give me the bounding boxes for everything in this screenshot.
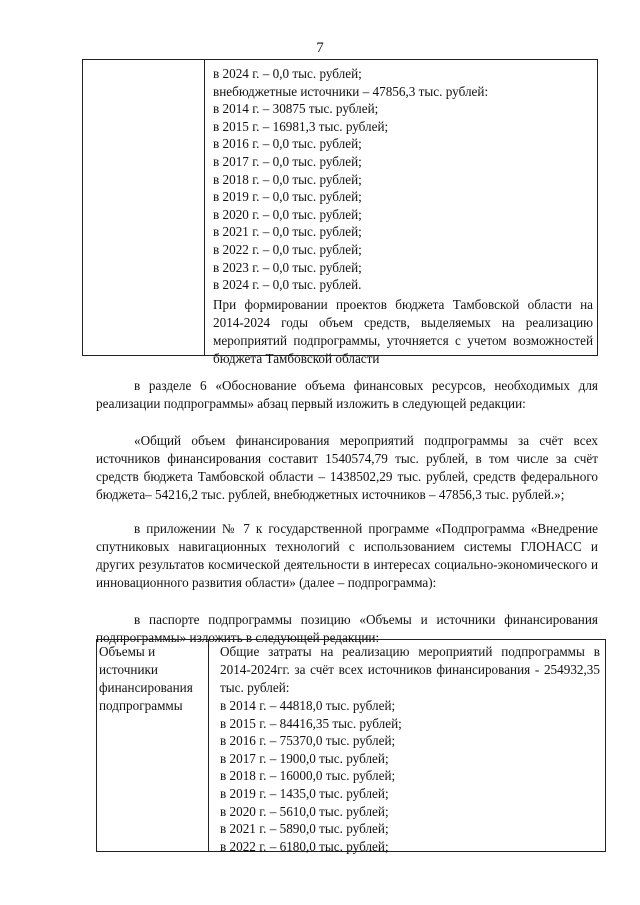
table-value-cell (213, 65, 593, 368)
table-line: в 2015 г. – 16981,3 тыс. рублей; (213, 118, 389, 134)
table-line: в 2018 г. – 16000,0 тыс. рублей; (220, 768, 396, 784)
table-line: в 2020 г. – 5610,0 тыс. рублей; (220, 803, 389, 819)
table-line: в 2019 г. – 0,0 тыс. рублей; (213, 189, 362, 205)
table-line: в 2020 г. – 0,0 тыс. рублей; (213, 206, 362, 222)
label-line: подпрограммы (99, 698, 183, 713)
table-label-cell (97, 640, 209, 851)
table-line: в 2021 г. – 0,0 тыс. рублей; (213, 224, 362, 240)
table-line: в 2021 г. – 5890,0 тыс. рублей; (220, 821, 389, 837)
table-line: в 2016 г. – 75370,0 тыс. рублей; (220, 733, 396, 749)
table-line: внебюджетные источники – 47856,3 тыс. рублей: (213, 83, 489, 99)
paragraph-appendix-7: в приложении № 7 к государственной программе «Подпрограмма «Внедрение спутниковых навигационных технологий с использованием системы ГЛОНАСС и других результатов космической деятельности в интересах социально-экономического и инновационного развития области» (далее – подпрограмма): (96, 521, 598, 590)
financing-table-continued (82, 59, 598, 366)
table-line: в 2024 г. – 0,0 тыс. рублей; (213, 66, 362, 81)
table-line: в 2024 г. – 0,0 тыс. рублей. (213, 277, 362, 293)
table-label-cell (83, 60, 205, 355)
label-line: финансирования (99, 680, 193, 695)
table-value-cell (220, 643, 600, 855)
page-number: 7 (316, 40, 324, 56)
table-line: в 2017 г. – 1900,0 тыс. рублей; (220, 750, 389, 766)
table-line: в 2022 г. – 6180,0 тыс. рублей; (220, 838, 389, 854)
table-line: в 2014 г. – 44818,0 тыс. рублей; (220, 698, 396, 713)
paragraph-section-6: в разделе 6 «Обоснование объема финансовых ресурсов, необходимых для реализации подпрограммы» абзац первый изложить в следующей редакции: (96, 378, 598, 411)
table-line: в 2022 г. – 0,0 тыс. рублей; (213, 241, 362, 257)
paragraph-quote: «Общий объем финансирования мероприятий подпрограммы за счёт всех источников финансирования составит 1540574,79 тыс. рублей, в том числе за счёт средств бюджета Тамбовской области – 1438502,29 тыс. рублей, средств федерального бюджета– 54216,2 тыс. рублей, внебюджетных источников – 47856,3 тыс. рублей.»; (96, 433, 598, 502)
paragraph-passport: в паспорте подпрограммы позицию «Объемы и источники финансирования подпрограммы» изложить в следующей редакции: (96, 612, 598, 645)
table-line: в 2018 г. – 0,0 тыс. рублей; (213, 171, 362, 187)
table-note: При формировании проектов бюджета Тамбовской области на 2014-2024 годы объем средств, выделяемых на реализацию мероприятий подпрограммы, уточняется с учетом возможностей бюджета Тамбовской области (213, 296, 593, 366)
table-line: в 2017 г. – 0,0 тыс. рублей; (213, 153, 362, 169)
table-intro: Общие затраты на реализацию мероприятий подпрограммы в 2014-2024гг. за счёт всех источников финансирования - 254932,35 тыс. рублей: (220, 644, 600, 695)
label-line: Объемы и (99, 644, 156, 659)
table-line: в 2023 г. – 0,0 тыс. рублей; (213, 259, 362, 275)
label-line: источники (99, 662, 158, 677)
passport-financing-table (96, 639, 606, 852)
table-line: в 2019 г. – 1435,0 тыс. рублей; (220, 785, 389, 801)
table-line: в 2016 г. – 0,0 тыс. рублей; (213, 136, 362, 152)
table-line: в 2015 г. – 84416,35 тыс. рублей; (220, 715, 402, 731)
table-line: в 2014 г. – 30875 тыс. рублей; (213, 101, 379, 117)
